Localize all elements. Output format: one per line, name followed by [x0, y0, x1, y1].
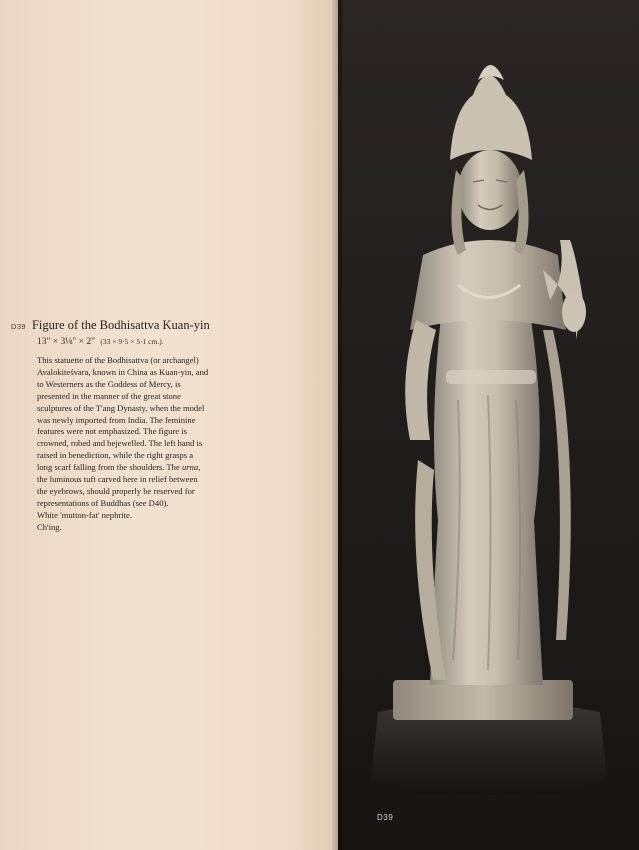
entry-description: [37, 355, 277, 534]
description-line: Avalokiteśvara, known in China as Kuan-yin, and: [37, 366, 209, 377]
description-line: representations of Buddhas (see D40).: [37, 497, 169, 508]
description-line: presented in the manner of the great stone: [37, 390, 181, 401]
description-line: to Westerners as the Goddess of Mercy, is: [37, 378, 181, 389]
statue-photograph: [338, 0, 639, 850]
dimensions-metric: (33 × 9·5 × 5·1 cm.).: [100, 337, 164, 346]
statue-crown: [450, 75, 532, 160]
catalogue-entry: [11, 318, 331, 534]
dimensions: [37, 337, 331, 347]
statue-head: [458, 150, 522, 230]
statue-lowered-arm: [405, 320, 436, 440]
description-line: the luminous tuft carved here in relief between: [37, 474, 198, 485]
description-line: crowned, robed and bejewelled. The left hand is: [37, 438, 203, 449]
statue-shoulders: [410, 240, 566, 330]
dimensions-imperial: 13" × 3⅛" × 2": [37, 337, 95, 347]
catalogue-number: D39: [11, 322, 26, 331]
jade-plinth: [393, 680, 573, 720]
entry-heading: [11, 318, 331, 333]
material-line: White 'mutton-fat' nephrite.: [37, 509, 132, 520]
description-line: raised in benediction, while the right grasps a: [37, 450, 194, 461]
description-line: This statuette of the Bodhisattva (or archangel): [37, 355, 199, 365]
description-line: the eyebrows, should properly be reserved for: [37, 485, 195, 496]
statue-robe: [430, 300, 543, 685]
description-line: long scarf falling from the shoulders. The urna,: [37, 462, 201, 473]
period-line: Ch'ing.: [37, 521, 62, 532]
description-line: features were not emphasized. The figure is: [37, 426, 187, 437]
description-line: was newly imported from India. The feminine: [37, 414, 196, 425]
description-line: sculptures of the T'ang Dynasty, when the model: [37, 402, 205, 413]
plate-label: D39: [377, 813, 394, 822]
entry-title: Figure of the Bodhisattva Kuan-yin: [31, 318, 210, 332]
